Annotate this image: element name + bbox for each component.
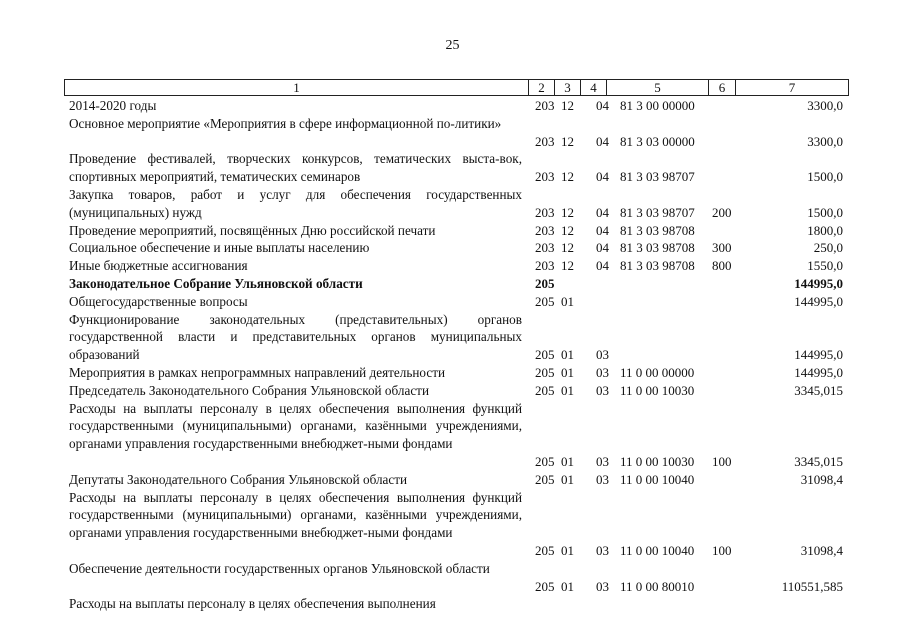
- table-row: [0, 115, 905, 151]
- row-c7-value: 1550,0: [807, 258, 843, 274]
- row-c7-value: 31098,4: [800, 542, 843, 558]
- row-c2-value: 203: [535, 222, 555, 238]
- table-row: [0, 257, 905, 275]
- row-description: Расходы на выплаты персоналу в целях обеспечения выполнения функций государственными (муниципальными) органами, казёнными учреждениями, органами управления государственными внебюджет-ными фондами: [69, 489, 522, 541]
- table-row: [0, 222, 905, 240]
- row-c3-value: 01: [561, 578, 574, 594]
- row-description: Социальное обеспечение и иные выплаты населению: [69, 240, 370, 256]
- row-c5-value: 11 0 00 00000: [620, 364, 695, 380]
- row-c2-value: 205: [535, 542, 555, 558]
- column-header-7: 7: [735, 79, 849, 96]
- row-description: Основное мероприятие «Мероприятия в сфере информационной по-литики»: [69, 115, 502, 131]
- table-row: [0, 560, 905, 596]
- table-row: [0, 595, 905, 613]
- budget-table-body: [0, 97, 905, 613]
- row-c7-value: 1500,0: [807, 204, 843, 220]
- row-description: Закупка товаров, работ и услуг для обеспечения государственных (муниципальных) нужд: [69, 186, 522, 220]
- row-c4-value: 03: [596, 382, 609, 398]
- row-c3-value: 01: [561, 542, 574, 558]
- row-c2-value: 203: [535, 98, 555, 113]
- row-c7-value: 144995,0: [794, 293, 843, 309]
- row-c4-value: 04: [596, 240, 609, 256]
- row-c7-value: 3300,0: [807, 98, 843, 113]
- row-c3-value: 01: [561, 382, 574, 398]
- page-number: 25: [445, 38, 460, 53]
- column-header-3: 3: [554, 79, 581, 96]
- row-c4-value: 03: [596, 471, 609, 487]
- column-header-5: 5: [606, 79, 709, 96]
- table-row: [0, 364, 905, 382]
- row-c7-value: 1800,0: [807, 222, 843, 238]
- table-row: [0, 293, 905, 311]
- row-c6-value: 800: [712, 258, 732, 274]
- row-c4-value: 03: [596, 364, 609, 380]
- row-c2-value: 205: [535, 275, 555, 291]
- row-c5-value: 81 3 03 98707: [620, 169, 695, 185]
- row-c5-value: 81 3 03 98708: [620, 222, 695, 238]
- row-c6-value: 100: [712, 542, 732, 558]
- row-description: Проведение мероприятий, посвящённых Дню российской печати: [69, 222, 436, 238]
- row-c3-value: 12: [561, 258, 574, 274]
- row-c2-value: 205: [535, 364, 555, 380]
- row-c7-value: 250,0: [813, 240, 843, 256]
- row-c3-value: 01: [561, 364, 574, 380]
- row-c5-value: 11 0 00 10040: [620, 471, 695, 487]
- row-c2-value: 205: [535, 471, 555, 487]
- row-description: Законодательное Собрание Ульяновской области: [69, 275, 363, 291]
- row-description: Общегосударственные вопросы: [69, 293, 248, 309]
- row-c7-value: 144995,0: [794, 364, 843, 380]
- row-c2-value: 205: [535, 347, 555, 363]
- table-row: [0, 150, 905, 186]
- row-c2-value: 203: [535, 240, 555, 256]
- row-c7-value: 3345,015: [794, 453, 843, 469]
- table-row: [0, 471, 905, 489]
- row-c3-value: 12: [561, 169, 574, 185]
- row-c2-value: 203: [535, 133, 555, 149]
- row-c3-value: 12: [561, 240, 574, 256]
- row-c6-value: 100: [712, 453, 732, 469]
- table-row: [0, 275, 905, 293]
- row-description: Иные бюджетные ассигнования: [69, 258, 248, 274]
- row-c4-value: 04: [596, 169, 609, 185]
- row-c7-value: 3300,0: [807, 133, 843, 149]
- row-c3-value: 12: [561, 133, 574, 149]
- row-c2-value: 203: [535, 169, 555, 185]
- row-c7-value: 144995,0: [794, 347, 843, 363]
- row-c4-value: 03: [596, 453, 609, 469]
- row-c2-value: 205: [535, 382, 555, 398]
- row-c4-value: 04: [596, 222, 609, 238]
- row-description: Расходы на выплаты персоналу в целях обеспечения выполнения: [69, 596, 436, 612]
- row-c3-value: 01: [561, 347, 574, 363]
- row-c2-value: 205: [535, 453, 555, 469]
- row-c4-value: 04: [596, 98, 609, 113]
- row-c5-value: 81 3 03 98708: [620, 258, 695, 274]
- column-header-1: 1: [64, 79, 529, 96]
- table-row: [0, 97, 905, 115]
- row-description: 2014-2020 годы: [69, 98, 157, 113]
- table-row: [0, 382, 905, 400]
- row-c4-value: 03: [596, 347, 609, 363]
- row-c2-value: 203: [535, 258, 555, 274]
- row-c6-value: 300: [712, 240, 732, 256]
- row-c5-value: 81 3 03 00000: [620, 133, 695, 149]
- row-c4-value: 04: [596, 133, 609, 149]
- row-c3-value: 01: [561, 453, 574, 469]
- row-c4-value: 04: [596, 204, 609, 220]
- row-c3-value: 12: [561, 222, 574, 238]
- row-c3-value: 12: [561, 204, 574, 220]
- row-description: Обеспечение деятельности государственных органов Ульяновской области: [69, 560, 490, 576]
- table-row: [0, 400, 905, 471]
- row-c6-value: 200: [712, 204, 732, 220]
- row-c4-value: 03: [596, 578, 609, 594]
- row-description: Функционирование законодательных (представительных) органов государственной власти и представительных органов муниципальных образований: [69, 311, 522, 363]
- row-description: Расходы на выплаты персоналу в целях обеспечения выполнения функций государственными (муниципальными) органами, казёнными учреждениями, органами управления государственными внебюджет-ными фондами: [69, 400, 522, 452]
- table-row: [0, 239, 905, 257]
- row-c2-value: 205: [535, 293, 555, 309]
- column-header-6: 6: [708, 79, 736, 96]
- row-c3-value: 01: [561, 471, 574, 487]
- row-c5-value: 11 0 00 80010: [620, 578, 695, 594]
- column-header-2: 2: [528, 79, 555, 96]
- row-c7-value: 31098,4: [800, 471, 843, 487]
- row-description: Депутаты Законодательного Собрания Ульяновской области: [69, 471, 408, 487]
- row-description: Председатель Законодательного Собрания Ульяновской области: [69, 382, 429, 398]
- row-c2-value: 205: [535, 578, 555, 594]
- row-c5-value: 11 0 00 10030: [620, 382, 695, 398]
- row-c4-value: 04: [596, 258, 609, 274]
- row-c5-value: 81 3 03 98707: [620, 204, 695, 220]
- row-description: Проведение фестивалей, творческих конкурсов, тематических выста-вок, спортивных мероприятий, тематических семинаров: [69, 151, 522, 185]
- column-header-row: [64, 79, 849, 96]
- table-row: [0, 186, 905, 222]
- row-c5-value: 11 0 00 10030: [620, 453, 695, 469]
- row-c7-value: 144995,0: [794, 275, 843, 291]
- row-c5-value: 11 0 00 10040: [620, 542, 695, 558]
- row-c3-value: 12: [561, 98, 574, 113]
- row-c7-value: 110551,585: [781, 578, 843, 594]
- column-header-4: 4: [580, 79, 607, 96]
- row-c4-value: 03: [596, 542, 609, 558]
- row-c7-value: 3345,015: [794, 382, 843, 398]
- row-c7-value: 1500,0: [807, 169, 843, 185]
- row-c2-value: 203: [535, 204, 555, 220]
- table-row: [0, 489, 905, 560]
- row-c5-value: 81 3 00 00000: [620, 98, 695, 113]
- table-row: [0, 311, 905, 364]
- row-description: Мероприятия в рамках непрограммных направлений деятельности: [69, 364, 446, 380]
- row-c3-value: 01: [561, 293, 574, 309]
- row-c5-value: 81 3 03 98708: [620, 240, 695, 256]
